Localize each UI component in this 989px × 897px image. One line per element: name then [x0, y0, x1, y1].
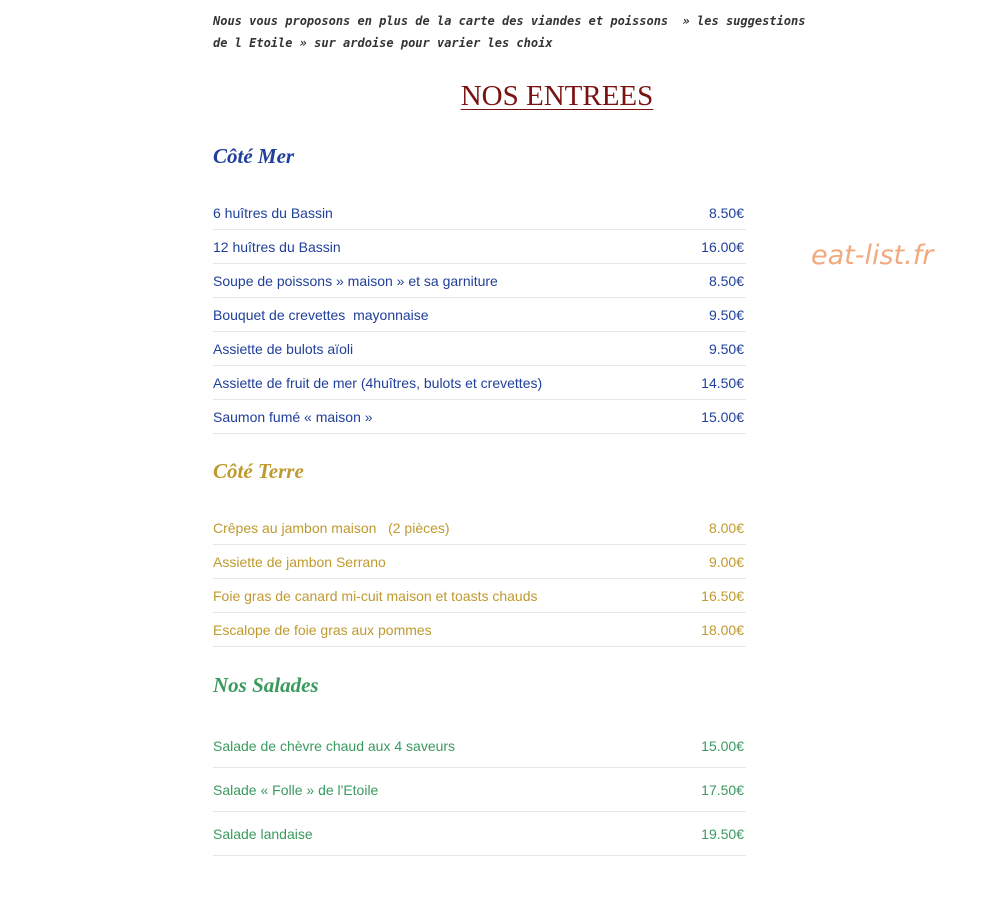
- watermark-text: eat-list.fr: [811, 240, 934, 271]
- item-price: 8.00€: [708, 519, 744, 536]
- item-price: 15.00€: [701, 408, 744, 425]
- item-price: 18.00€: [701, 621, 744, 638]
- page-title: NOS ENTREES: [460, 80, 654, 112]
- menu-item: [213, 230, 746, 264]
- item-name: Salade de chèvre chaud aux 4 saveurs: [213, 737, 456, 754]
- item-name: Salade « Folle » de l'Etoile: [213, 781, 379, 798]
- item-name: Crêpes au jambon maison (2 pièces): [213, 519, 450, 536]
- item-price: 9.00€: [708, 553, 744, 570]
- menu-list-nos-salades: [213, 724, 746, 856]
- item-price: 8.50€: [708, 272, 744, 289]
- menu-item: [213, 812, 746, 856]
- menu-item: [213, 298, 746, 332]
- item-price: 15.00€: [701, 737, 744, 754]
- menu-item: [213, 511, 746, 545]
- item-name: Foie gras de canard mi-cuit maison et toasts chauds: [213, 587, 538, 604]
- item-price: 9.50€: [708, 306, 744, 323]
- menu-item: [213, 768, 746, 812]
- menu-list-cote-mer: [213, 196, 746, 434]
- item-price: 16.00€: [701, 238, 744, 255]
- menu-item: [213, 579, 746, 613]
- item-name: Soupe de poissons » maison » et sa garniture: [213, 272, 498, 289]
- item-price: 9.50€: [708, 340, 744, 357]
- item-price: 14.50€: [701, 374, 744, 391]
- section-title-cote-terre: Côté Terre: [213, 459, 304, 483]
- menu-item: [213, 545, 746, 579]
- item-name: Assiette de jambon Serrano: [213, 553, 386, 570]
- menu-item: [213, 264, 746, 298]
- menu-item: [213, 332, 746, 366]
- item-name: Assiette de fruit de mer (4huîtres, bulots et crevettes): [213, 374, 543, 391]
- menu-item: [213, 366, 746, 400]
- intro-text: [213, 10, 893, 54]
- menu-item: [213, 724, 746, 768]
- item-name: Assiette de bulots aïoli: [213, 340, 354, 357]
- menu-list-cote-terre: [213, 511, 746, 647]
- intro-line-2: de l Etoile » sur ardoise pour varier les choix: [213, 36, 553, 50]
- item-name: 12 huîtres du Bassin: [213, 238, 341, 255]
- intro-line-1: Nous vous proposons en plus de la carte des viandes et poissons » les suggestions: [213, 14, 806, 28]
- item-name: Bouquet de crevettes mayonnaise: [213, 306, 429, 323]
- item-price: 8.50€: [708, 204, 744, 221]
- item-name: Saumon fumé « maison »: [213, 408, 373, 425]
- item-price: 16.50€: [701, 587, 744, 604]
- item-name: Salade landaise: [213, 825, 313, 842]
- item-price: 17.50€: [701, 781, 744, 798]
- menu-item: [213, 400, 746, 434]
- section-title-cote-mer: Côté Mer: [213, 144, 295, 168]
- section-title-nos-salades: Nos Salades: [213, 673, 319, 697]
- menu-item: [213, 196, 746, 230]
- item-price: 19.50€: [701, 825, 744, 842]
- menu-item: [213, 613, 746, 647]
- item-name: 6 huîtres du Bassin: [213, 204, 333, 221]
- item-name: Escalope de foie gras aux pommes: [213, 621, 432, 638]
